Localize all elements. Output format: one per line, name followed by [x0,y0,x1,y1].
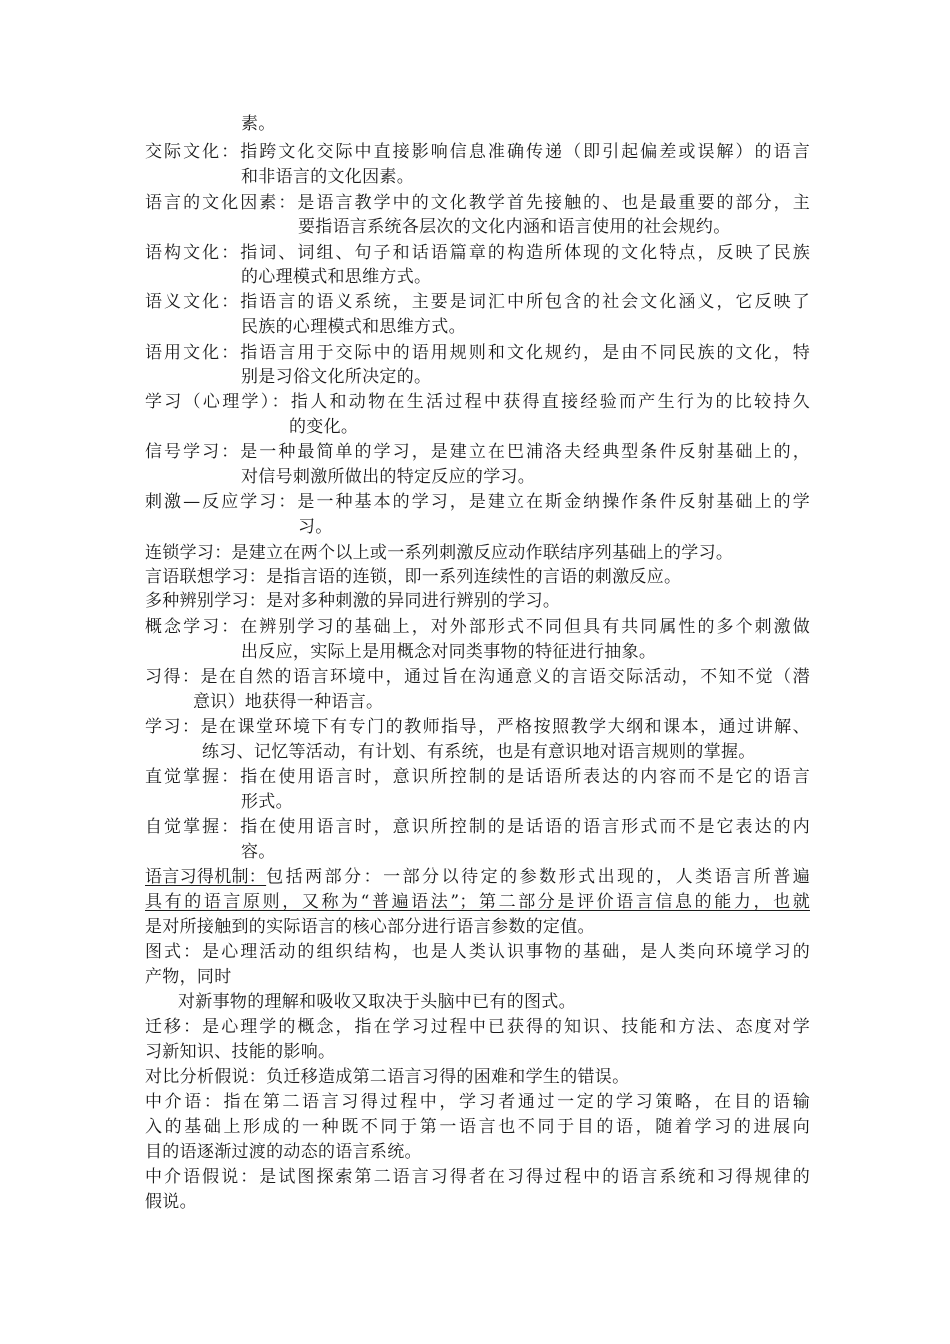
term-yugou-wenhua: 语构文化：指词、词组、句子和话语篇章的构造所体现的文化特点，反映了民族 [145,243,810,263]
term-zhijue-zhangwo: 直觉掌握：指在使用语言时，意识所控制的是话语所表达的内容而不是它的语言 [145,767,810,787]
text-line: 产物，同时 [145,967,232,987]
text-line: 出反应，实际上是用概念对同类事物的特征进行抽象。 [241,642,657,662]
text-line: 意识）地获得一种语言。 [193,692,384,712]
text-line: 目的语逐渐过渡的动态的语言系统。 [145,1142,422,1162]
term-qianyi: 迁移：是心理学的概念，指在学习过程中已获得的知识、技能和方法、态度对学 [145,1017,810,1037]
text-line: 要指语言系统各层次的文化内涵和语言使用的社会规约。 [298,217,731,237]
term-yuyan-xide-jizhi [145,866,810,888]
text-line: 容。 [241,842,276,862]
text-line: 假说。 [145,1192,197,1212]
text-line: 是对所接触到的实际语言的核心部分进行语言参数的定值。 [145,917,595,937]
term-xinhao-xuexi: 信号学习：是一种最简单的学习，是建立在巴浦洛夫经典型条件反射基础上的， [145,442,810,462]
term-liansuo-xuexi: 连锁学习：是建立在两个以上或一系列刺激反应动作联结序列基础上的学习。 [145,543,734,563]
term-zhongjieyu: 中介语：指在第二语言习得过程中，学习者通过一定的学习策略，在目的语输 [145,1092,810,1112]
text-line: 的心理模式和思维方式。 [241,267,432,287]
text-line: 民族的心理模式和思维方式。 [241,317,466,337]
text-line: 习新知识、技能的影响。 [145,1042,336,1062]
text-line: 素。 [241,114,276,134]
term-yanyu-lianxiang-xuexi: 言语联想学习：是指言语的连锁，即一系列连续性的言语的刺激反应。 [145,567,682,587]
term-xuexi-xinlixue: 学习（心理学）：指人和动物在生活过程中获得直接经验而产生行为的比较持久 [145,392,810,412]
text-line: 习。 [298,517,333,537]
text-line: 练习、记忆等活动，有计划、有系统，也是有意识地对语言规则的掌握。 [202,742,756,762]
term-label-underlined: 语言习得机制： [145,867,267,887]
term-tushi: 图式：是心理活动的组织结构，也是人类认识事物的基础，是人类向环境学习的 [145,942,810,962]
term-zijue-zhangwo: 自觉掌握：指在使用语言时，意识所控制的是话语的语言形式而不是它表达的内 [145,817,810,837]
text-line-underlined: 具有的语言原则，又称为“普遍语法”；第二部分是评价语言信息的能力，也就 [145,892,810,912]
term-duibi-fenxi-jiashuo: 对比分析假说：负迁移造成第二语言习得的困难和学生的错误。 [145,1067,630,1087]
text-line: 别是习俗文化所决定的。 [241,367,432,387]
term-duozhong-bianbie-xuexi: 多种辨别学习：是对多种刺激的异同进行辨别的学习。 [145,591,561,611]
text-line: 对新事物的理解和吸收又取决于头脑中已有的图式。 [178,992,576,1012]
text-line: 形式。 [241,792,293,812]
term-ciji-fanying-xuexi: 刺激—反应学习：是一种基本的学习，是建立在斯金纳操作条件反射基础上的学 [145,492,810,512]
term-yuyong-wenhua: 语用文化：指语言用于交际中的语用规则和文化规约，是由不同民族的文化，特 [145,343,810,363]
term-xuexi: 学习：是在课堂环境下有专门的教师指导，严格按照教学大纲和课本，通过讲解、 [145,717,810,737]
text-line: 包括两部分：一部分以待定的参数形式出现的，人类语言所普遍 [266,867,810,887]
text-line: 和非语言的文化因素。 [241,167,414,187]
term-yuyi-wenhua: 语义文化：指语言的语义系统，主要是词汇中所包含的社会文化涵义，它反映了 [145,292,810,312]
term-yuyan-wenhua-yinsu: 语言的文化因素：是语言教学中的文化教学首先接触的、也是最重要的部分，主 [145,193,810,213]
text-line: 对信号刺激所做出的特定反应的学习。 [241,467,536,487]
term-jiaoji-wenhua: 交际文化：指跨文化交际中直接影响信息准确传递（即引起偏差或误解）的语言 [145,142,810,162]
term-gainian-xuexi: 概念学习：在辨别学习的基础上，对外部形式不同但具有共同属性的多个刺激做 [145,617,810,637]
term-zhongjieyu-jiashuo: 中介语假说：是试图探索第二语言习得者在习得过程中的语言系统和习得规律的 [145,1167,810,1187]
text-line: 的变化。 [289,417,359,437]
text-line: 入的基础上形成的一种既不同于第一语言也不同于目的语，随着学习的进展向 [145,1117,810,1137]
term-xide: 习得：是在自然的语言环境中，通过旨在沟通意义的言语交际活动，不知不觉（潜 [145,667,810,687]
